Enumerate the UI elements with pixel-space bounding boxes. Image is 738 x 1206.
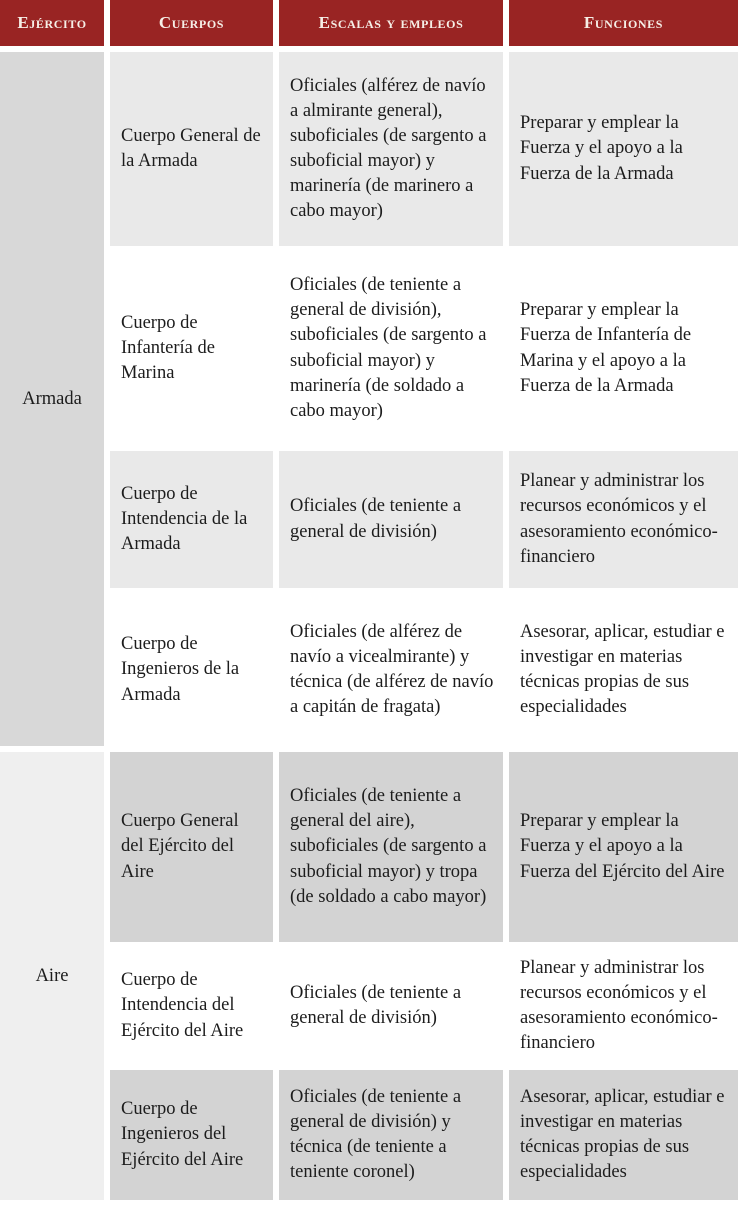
cell-funciones: Preparar y emplear la Fuerza y el apoyo a la Fuerza del Ejército del Aire bbox=[509, 752, 738, 942]
cell-funciones: Preparar y emplear la Fuerza y el apoyo a la Fuerza de la Armada bbox=[509, 52, 738, 246]
cell-funciones: Planear y administrar los recursos económicos y el asesoramiento económico-financiero bbox=[509, 451, 738, 588]
cell-cuerpos: Cuerpo de Intendencia de la Armada bbox=[110, 451, 273, 588]
column-header-funciones: Funciones bbox=[509, 0, 738, 46]
cell-escalas: Oficiales (de teniente a general del aire), suboficiales (de sargento a suboficial mayor) y tropa (de soldado a cabo mayor) bbox=[279, 752, 503, 942]
cell-funciones: Planear y administrar los recursos económicos y el asesoramiento económico-financiero bbox=[509, 948, 738, 1064]
cell-escalas: Oficiales (de teniente a general de división) bbox=[279, 451, 503, 588]
cell-cuerpos: Cuerpo de Infantería de Marina bbox=[110, 252, 273, 445]
cell-cuerpos: Cuerpo de Intendencia del Ejército del Aire bbox=[110, 948, 273, 1064]
cell-funciones: Preparar y emplear la Fuerza de Infantería de Marina y el apoyo a la Fuerza de la Armada bbox=[509, 252, 738, 445]
cell-escalas: Oficiales (de teniente a general de división) bbox=[279, 948, 503, 1064]
cell-funciones: Asesorar, aplicar, estudiar e investigar en materias técnicas propias de sus especialidades bbox=[509, 594, 738, 746]
cell-funciones: Asesorar, aplicar, estudiar e investigar en materias técnicas propias de sus especialidades bbox=[509, 1070, 738, 1200]
cell-cuerpos: Cuerpo General de la Armada bbox=[110, 52, 273, 246]
ejercito-group-cell: Armada bbox=[0, 52, 104, 746]
column-header-ejercito: Ejército bbox=[0, 0, 104, 46]
column-header-cuerpos: Cuerpos bbox=[110, 0, 273, 46]
cell-cuerpos: Cuerpo General del Ejército del Aire bbox=[110, 752, 273, 942]
cell-escalas: Oficiales (de alférez de navío a vicealmirante) y técnica (de alférez de navío a capitán de fragata) bbox=[279, 594, 503, 746]
cell-escalas: Oficiales (alférez de navío a almirante general), suboficiales (de sargento a suboficial mayor) y marinería (de marinero a cabo mayor) bbox=[279, 52, 503, 246]
cell-escalas: Oficiales (de teniente a general de división), suboficiales (de sargento a suboficial mayor) y marinería (de soldado a cabo mayor) bbox=[279, 252, 503, 445]
cell-cuerpos: Cuerpo de Ingenieros del Ejército del Aire bbox=[110, 1070, 273, 1200]
cell-escalas: Oficiales (de teniente a general de división) y técnica (de teniente a teniente coronel) bbox=[279, 1070, 503, 1200]
ejercito-group-cell: Aire bbox=[0, 752, 104, 1200]
cell-cuerpos: Cuerpo de Ingenieros de la Armada bbox=[110, 594, 273, 746]
column-header-escalas: Escalas y empleos bbox=[279, 0, 503, 46]
